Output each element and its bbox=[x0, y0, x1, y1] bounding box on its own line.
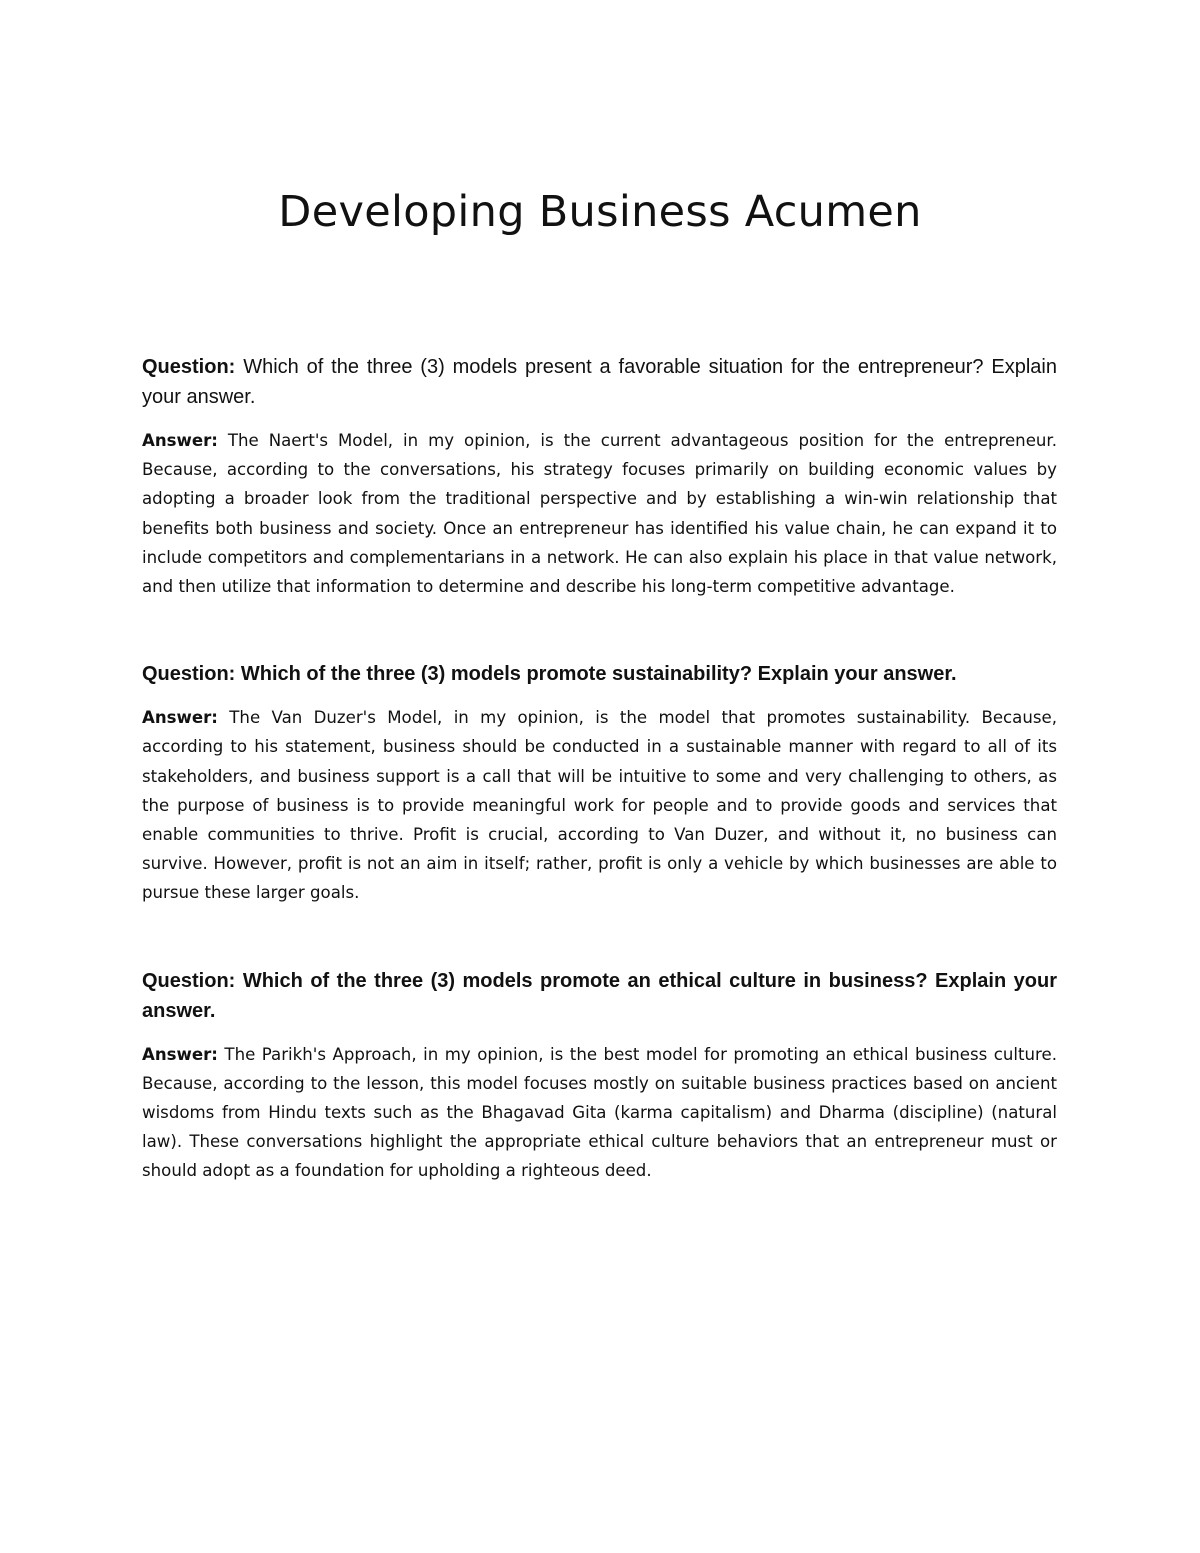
answer-1 bbox=[142, 426, 1057, 601]
answer-text: The Van Duzer's Model, in my opinion, is the model that promotes sustainability. Because, according to his statement, business should be conducted in a sustainable manner with regard to all of its stakeholders, and business support is a call that will be intuitive to some and very challenging to others, as the purpose of business is to provide meaningful work for people and to provide goods and services that enable communities to thrive. Profit is crucial, according to Van Duzer, and without it, no business can survive. However, profit is not an aim in itself; rather, profit is only a vehicle by which businesses are able to pursue these larger goals. bbox=[142, 708, 1057, 903]
question-text: : Which of the three (3) models promote sustainability? Explain your answer. bbox=[228, 663, 957, 686]
document-title: Developing Business Acumen bbox=[278, 187, 922, 237]
answer-label: Answer: bbox=[142, 431, 218, 450]
answer-text: The Parikh's Approach, in my opinion, is the best model for promoting an ethical business culture. Because, according to the lesson, this model focuses mostly on suitable business practices based on ancient wisdoms from Hindu texts such as the Bhagavad Gita (karma capitalism) and Dharma (discipline) (natural law). These conversations highlight the appropriate ethical culture behaviors that an entrepreneur must or should adopt as a foundation for upholding a righteous deed. bbox=[142, 1044, 1057, 1181]
question-label: Question bbox=[142, 663, 229, 686]
question-label: Question: bbox=[142, 969, 236, 992]
question-text: Which of the three (3) models promote an ethical culture in business? Explain your answer. bbox=[142, 969, 1057, 1022]
question-1 bbox=[142, 352, 1057, 412]
question-2 bbox=[142, 659, 1057, 689]
question-label: Question: bbox=[142, 356, 236, 378]
answer-label: Answer: bbox=[142, 1044, 218, 1064]
answer-text: The Naert's Model, in my opinion, is the current advantageous position for the entrepreneur. Because, according to the conversations, his strategy focuses primarily on building economic values by adopting a broader look from the traditional perspective and by establishing a win-win relationship that benefits both business and society. Once an entrepreneur has identified his value chain, he can expand it to include competitors and complementarians in a network. He can also explain his place in that value network, and then utilize that information to determine and describe his long-term competitive advantage. bbox=[142, 431, 1057, 597]
answer-3 bbox=[142, 1040, 1057, 1186]
answer-2 bbox=[142, 703, 1057, 907]
question-3 bbox=[142, 966, 1057, 1026]
document-body bbox=[142, 352, 1057, 1186]
qa-section-2 bbox=[142, 659, 1057, 907]
qa-section-1 bbox=[142, 352, 1057, 601]
answer-label: Answer: bbox=[142, 708, 218, 728]
section-spacer bbox=[142, 601, 1057, 659]
qa-section-3 bbox=[142, 966, 1057, 1186]
section-spacer bbox=[142, 908, 1057, 966]
question-text: Which of the three (3) models present a favorable situation for the entrepreneur? Explain your answer. bbox=[142, 356, 1057, 408]
